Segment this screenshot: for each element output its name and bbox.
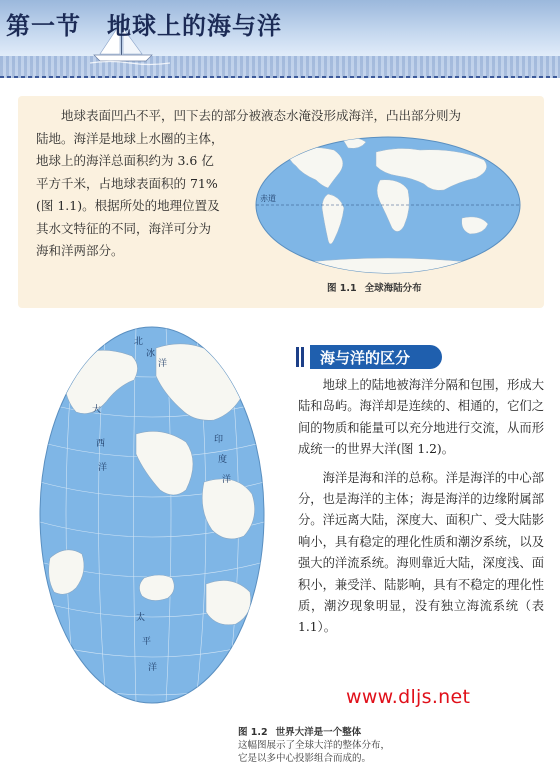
intro-line: 平方千米，占地球表面积的 71% [36, 175, 218, 191]
ocean-label-char: 北 [134, 337, 144, 347]
site-watermark: www.dljs.net [346, 686, 471, 708]
figure2-number: 图 1.2 [238, 727, 268, 738]
ocean-label-char: 冰 [146, 349, 156, 359]
body-paragraph: 地球上的陆地被海洋分隔和包围，形成大陆和岛屿。海洋却是连续的、相通的，它们之间的物质和能量可以充分地进行交流，从而形成统一的世界大洋(图 1.2)。 [298, 378, 544, 457]
ocean-label-char: 平 [142, 637, 152, 647]
intro-line: 地球表面凹凸不平，凹下去的部分被液态水淹没形成海洋，凸出部分则为 [61, 108, 462, 123]
ocean-label-char: 洋 [148, 663, 158, 673]
intro-line: 海和洋两部分。 [36, 243, 124, 258]
ocean-label-char: 洋 [98, 463, 108, 473]
body-text [298, 375, 544, 646]
figure2-note: 这幅图展示了全球大洋的整体分布， [238, 740, 391, 751]
figure2-title: 世界大洋是一个整体 [275, 727, 362, 738]
intro-line: 其水文特征的不同，海洋可分为 [36, 220, 212, 236]
ocean-label-char: 洋 [158, 359, 168, 369]
figure1-caption [327, 280, 422, 294]
ocean-label-char: 洋 [222, 475, 232, 485]
figure1-title: 全球海陆分布 [364, 283, 422, 294]
section-title: 地球上的海与洋 [107, 12, 282, 40]
ocean-label-char: 度 [218, 455, 228, 465]
figure1-number: 图 1.1 [327, 283, 357, 294]
figure2-caption [238, 726, 390, 765]
intro-line: (图 1.1)。根据所处的地理位置及 [36, 198, 220, 213]
world-map-figure [248, 130, 528, 280]
world-ocean-projection-figure [36, 322, 268, 708]
section-heading-label: 海与洋的区分 [320, 349, 411, 367]
ocean-label-char: 印 [214, 435, 224, 445]
intro-line: 地球上的海洋总面积约为 3.6 亿 [36, 153, 214, 168]
header-dashed-rule [0, 76, 560, 78]
ocean-label-char: 太 [136, 613, 146, 623]
section-number: 第一节 [6, 12, 81, 40]
ocean-label-char: 大 [92, 405, 102, 415]
header-sea-texture [0, 56, 560, 78]
chapter-title [6, 6, 282, 41]
body-paragraph: 海洋是海和洋的总称。洋是海洋的中心部分，也是海洋的主体；海是海洋的边缘附属部分。洋远离大陆，深度大、面积广、受大陆影响小，具有稳定的理化性质和潮汐系统，以及强大的洋流系统。海则靠近大陆，深度浅、面积小，兼受洋、陆影响，具有不稳定的理化性质，潮汐现象明显，没有独立海流系统（表 1.1）。 [298, 470, 544, 635]
section-heading-bars [296, 347, 306, 367]
intro-line: 陆地。海洋是地球上水圈的主体， [36, 130, 224, 146]
figure2-note: 它是以多中心投影组合而成的。 [238, 753, 372, 764]
section-heading [296, 345, 446, 369]
chapter-header-banner [0, 0, 560, 78]
ocean-label-char: 西 [96, 439, 106, 449]
equator-label: 赤道 [260, 194, 276, 203]
